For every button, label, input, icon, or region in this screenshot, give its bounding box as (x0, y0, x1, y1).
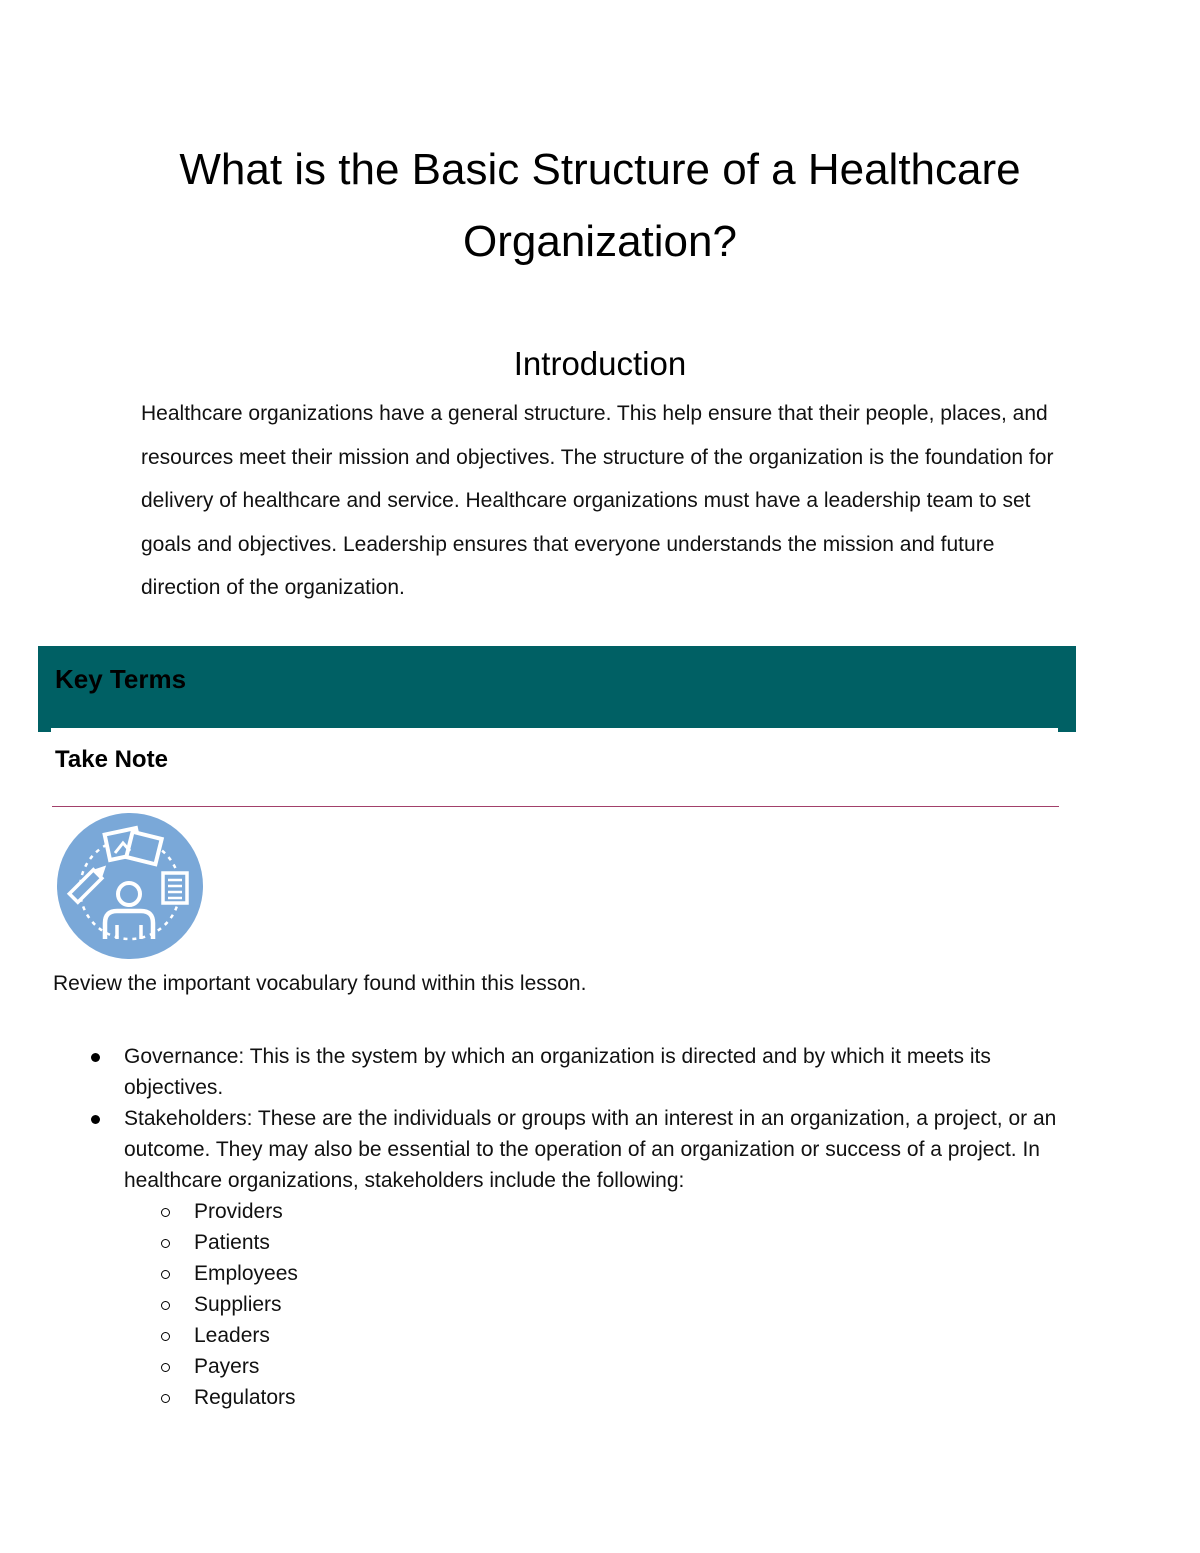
bullet-icon (91, 1115, 100, 1124)
circle-bullet-icon (161, 1239, 170, 1248)
term-governance: Governance: This is the system by which an organization is directed and by which it meets its objectives. (124, 1045, 991, 1099)
circle-bullet-icon (161, 1363, 170, 1372)
introduction-body: Healthcare organizations have a general structure. This help ensure that their people, places, and resources meet their mission and objectives. The structure of the organization is the foundation for delivery of healthcare and service. Healthcare organizations must have a leadership team to set goals and objectives. Leadership ensures that everyone understands the mission and future direction of the organization. (141, 402, 1054, 599)
circle-bullet-icon (161, 1394, 170, 1403)
take-note-panel (51, 728, 1058, 806)
take-note-heading: Take Note (55, 746, 168, 773)
key-terms-heading: Key Terms (55, 664, 187, 694)
sub-list-item (194, 1320, 1064, 1351)
sub-list-item (194, 1289, 1064, 1320)
list-item (124, 1103, 1064, 1413)
circle-bullet-icon (161, 1270, 170, 1279)
introduction-heading: Introduction (513, 345, 687, 382)
circle-bullet-icon (161, 1332, 170, 1341)
take-note-icon (55, 811, 205, 961)
bullet-icon (91, 1053, 100, 1062)
circle-bullet-icon (161, 1208, 170, 1217)
term-stakeholders: Stakeholders: These are the individuals or groups with an interest in an organization, a project, or an outcome. They may also be essential to the operation of an organization or success of a project. In healthcare organizations, stakeholders include the following: (124, 1107, 1057, 1192)
stakeholders-sublist (124, 1196, 1064, 1413)
stakeholder-label: Payers (194, 1355, 260, 1378)
circle-bullet-icon (161, 1301, 170, 1310)
stakeholder-label: Patients (194, 1231, 270, 1254)
sub-list-item (194, 1351, 1064, 1382)
sub-list-item (194, 1227, 1064, 1258)
stakeholder-label: Regulators (194, 1386, 296, 1409)
sub-list-item (194, 1196, 1064, 1227)
review-instructions: Review the important vocabulary found within this lesson. (53, 972, 587, 995)
list-item (124, 1041, 1064, 1103)
stakeholder-label: Employees (194, 1262, 298, 1285)
sub-list-item (194, 1382, 1064, 1413)
key-terms-list (124, 1041, 1064, 1413)
stakeholder-label: Leaders (194, 1324, 270, 1347)
take-note-divider (52, 806, 1059, 807)
key-terms-banner (38, 646, 1076, 732)
page-title: What is the Basic Structure of a Healthcare Organization? (179, 145, 1021, 266)
stakeholder-label: Suppliers (194, 1293, 282, 1316)
sub-list-item (194, 1258, 1064, 1289)
stakeholder-label: Providers (194, 1200, 283, 1223)
